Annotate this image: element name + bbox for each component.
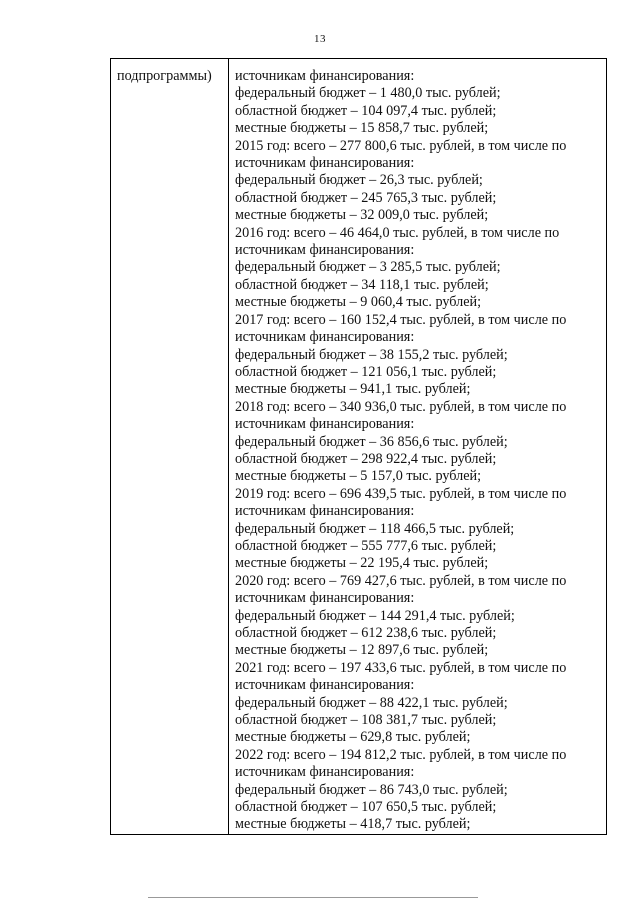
funding-line: 2022 год: всего – 194 812,2 тыс. рублей, в том числе по <box>235 746 567 763</box>
funding-line: 2019 год: всего – 696 439,5 тыс. рублей, в том числе по <box>235 485 567 502</box>
funding-line: источникам финансирования: <box>235 677 415 694</box>
funding-line: областной бюджет – 555 777,6 тыс. рублей; <box>235 537 497 554</box>
funding-line: 2017 год: всего – 160 152,4 тыс. рублей, в том числе по <box>235 311 567 328</box>
funding-line: областной бюджет – 34 118,1 тыс. рублей; <box>235 276 489 293</box>
funding-line: областной бюджет – 298 922,4 тыс. рублей; <box>235 450 497 467</box>
funding-line: федеральный бюджет – 1 480,0 тыс. рублей; <box>235 85 501 102</box>
funding-line: федеральный бюджет – 36 856,6 тыс. рублей; <box>235 433 508 450</box>
funding-line: областной бюджет – 107 650,5 тыс. рублей; <box>235 799 497 816</box>
funding-line: местные бюджеты – 15 858,7 тыс. рублей; <box>235 120 489 137</box>
funding-line: источникам финансирования: <box>235 242 415 259</box>
funding-line: 2015 год: всего – 277 800,6 тыс. рублей, в том числе по <box>235 137 567 154</box>
funding-line: федеральный бюджет – 38 155,2 тыс. рублей; <box>235 346 508 363</box>
funding-table <box>110 58 607 835</box>
funding-line: местные бюджеты – 22 195,4 тыс. рублей; <box>235 555 489 572</box>
funding-line: местные бюджеты – 941,1 тыс. рублей; <box>235 381 471 398</box>
funding-line: 2020 год: всего – 769 427,6 тыс. рублей, в том числе по <box>235 572 567 589</box>
page-number: 13 <box>314 33 326 45</box>
label-cell <box>111 59 229 835</box>
funding-line: источникам финансирования: <box>235 416 415 433</box>
row-label: подпрограммы) <box>117 68 212 84</box>
funding-line: областной бюджет – 121 056,1 тыс. рублей; <box>235 363 497 380</box>
funding-line: местные бюджеты – 629,8 тыс. рублей; <box>235 729 471 746</box>
funding-line: источникам финансирования: <box>235 764 415 781</box>
funding-line: федеральный бюджет – 118 466,5 тыс. рублей; <box>235 520 515 537</box>
funding-line: местные бюджеты – 32 009,0 тыс. рублей; <box>235 207 489 224</box>
funding-line: федеральный бюджет – 26,3 тыс. рублей; <box>235 172 483 189</box>
funding-line: местные бюджеты – 418,7 тыс. рублей; <box>235 816 471 833</box>
funding-line: 2021 год: всего – 197 433,6 тыс. рублей, в том числе по <box>235 659 567 676</box>
funding-line: источникам финансирования: <box>235 590 415 607</box>
funding-line: областной бюджет – 108 381,7 тыс. рублей; <box>235 712 497 729</box>
funding-line: федеральный бюджет – 86 743,0 тыс. рублей; <box>235 781 508 798</box>
funding-line: областной бюджет – 104 097,4 тыс. рублей; <box>235 102 497 119</box>
funding-line: местные бюджеты – 12 897,6 тыс. рублей; <box>235 642 489 659</box>
funding-line: федеральный бюджет – 144 291,4 тыс. рублей; <box>235 607 515 624</box>
funding-line: источникам финансирования: <box>235 329 415 346</box>
table-row <box>111 59 607 835</box>
bottom-rule <box>148 897 478 898</box>
funding-line: областной бюджет – 245 765,3 тыс. рублей; <box>235 189 497 206</box>
funding-line: областной бюджет – 612 238,6 тыс. рублей; <box>235 625 497 641</box>
funding-line: 2018 год: всего – 340 936,0 тыс. рублей, в том числе по <box>235 398 567 415</box>
funding-line: федеральный бюджет – 3 285,5 тыс. рублей; <box>235 259 501 276</box>
funding-line: 2016 год: всего – 46 464,0 тыс. рублей, в том числе по <box>235 224 560 241</box>
funding-line: источникам финансирования: <box>235 503 415 520</box>
funding-line: источникам финансирования: <box>235 68 415 84</box>
funding-line: местные бюджеты – 5 157,0 тыс. рублей; <box>235 468 482 485</box>
funding-line: федеральный бюджет – 88 422,1 тыс. рублей; <box>235 694 508 711</box>
funding-line: местные бюджеты – 9 060,4 тыс. рублей; <box>235 294 482 311</box>
funding-lines <box>229 59 606 834</box>
funding-line: источникам финансирования: <box>235 155 415 172</box>
funding-details-cell <box>229 59 607 835</box>
